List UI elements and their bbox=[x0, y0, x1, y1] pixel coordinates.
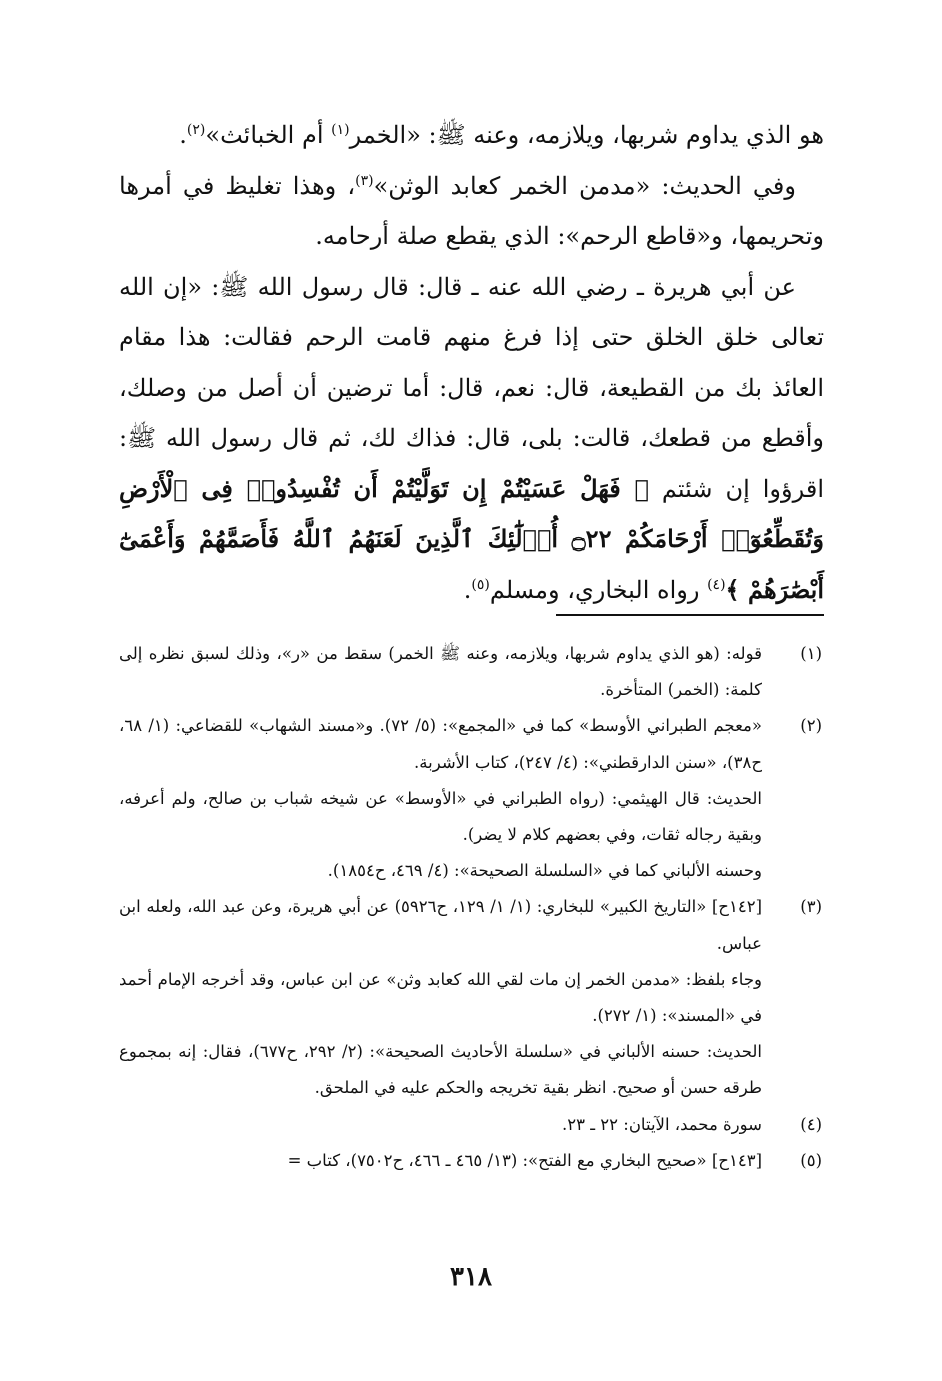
footnote-ref: (١) bbox=[331, 122, 350, 138]
text-segment: رواه البخاري، ومسلم bbox=[489, 575, 708, 604]
footnote-ref: (٥) bbox=[471, 576, 490, 593]
paragraph-1 bbox=[119, 110, 824, 161]
footnote-number: (٣) bbox=[800, 897, 822, 917]
footnote-divider bbox=[556, 614, 824, 616]
text-segment: هو الذي يداوم شربها، ويلازمه، وعنه ﷺ: «الخمر bbox=[349, 121, 824, 149]
footnote-3 bbox=[119, 889, 824, 1106]
footnote-2 bbox=[119, 708, 824, 889]
footnote-ref: (٣) bbox=[355, 172, 374, 189]
footnote-number: (١) bbox=[800, 644, 822, 663]
footnotes bbox=[119, 636, 824, 1179]
text-segment: أم الخبائث» bbox=[205, 121, 332, 149]
footnote-text: «معجم الطبراني الأوسط» كما في «المجمع»: (٥/ ٧٢). و«مسند الشهاب» للقضاعي: (١/ ٦٨، ح٣٨)، «سنن الدارقطني»: (٤/ ٢٤٧)، كتاب الأشربة. bbox=[119, 716, 762, 772]
footnote-text: وحسنه الألباني كما في «السلسلة الصحيحة»: (٤/ ٤٦٩، ح١٨٥٤). bbox=[327, 861, 762, 881]
text-segment: ، وهذا تغليظ في أمرها وتحريمها، و«قاطع الرحم»: الذي يقطع صلة أرحامه. bbox=[119, 171, 824, 250]
footnote-1 bbox=[119, 636, 824, 708]
text-segment: وفي الحديث: «مدمن الخمر كعابد الوثن» bbox=[373, 171, 796, 200]
main-text bbox=[119, 110, 824, 615]
paragraph-3 bbox=[119, 262, 824, 616]
footnote-text: الحديث: قال الهيثمي: (رواه الطبراني في «الأوسط» عن شيخه شباب بن صالح، ولم أعرفه، وبقية رجاله ثقات، وفي بعضهم كلام لا يضر). bbox=[119, 788, 762, 845]
footnote-4 bbox=[119, 1107, 824, 1143]
footnote-text: سورة محمد، الآيتان: ٢٢ ـ ٢٣. bbox=[561, 1114, 762, 1134]
footnote-5 bbox=[119, 1143, 824, 1179]
text-segment: . bbox=[463, 575, 472, 604]
footnote-number: (٢) bbox=[800, 716, 822, 736]
paragraph-2 bbox=[119, 161, 824, 262]
footnote-text: وجاء بلفظ: «مدمن الخمر إن مات لقي الله كعابد وثن» عن ابن عباس، وقد أخرجه الإمام أحمد في «المسند»: (١/ ٢٧٢). bbox=[119, 969, 762, 1026]
footnote-text: قوله: (هو الذي يداوم شربها، ويلازمه، وعنه ﷺ الخمر) سقط من «ر»، وذلك لسبق نظره إلى كلمة: (الخمر) المتأخرة. bbox=[119, 644, 762, 700]
page-number: ٣١٨ bbox=[450, 1262, 492, 1292]
text-segment: . bbox=[179, 121, 187, 149]
footnote-number: (٥) bbox=[800, 1150, 822, 1170]
quran-verse: ﴿ فَهَلْ عَسَيْتُمْ إِن تَوَلَّيْتُمْ أَن تُفْسِدُوا۟ فِى ٱلْأَرْضِ وَتُقَطِّعُوٓا۟ أَرْحَامَكُمْ ۝٢٢ أُو۟لَٰٓئِكَ ٱلَّذِينَ لَعَنَهُمُ ٱللَّهُ فَأَصَمَّهُمْ وَأَعْمَىٰٓ أَبْصَٰرَهُمْ ﴾ bbox=[119, 473, 824, 604]
footnote-text: الحديث: حسنه الألباني في «سلسلة الأحاديث الصحيحة»: (٢/ ٢٩٢، ح٦٧٧)، فقال: إنه بمجموع طرقه حسن أو صحيح. انظر بقية تخريجه والحكم عليه في الملحق. bbox=[119, 1042, 762, 1098]
footnote-number: (٤) bbox=[800, 1114, 822, 1134]
footnote-text: [١٤٣ح] «صحيح البخاري مع الفتح»: (١٣/ ٤٦٥ ـ ٤٦٦، ح٧٥٠٢)، كتاب = bbox=[287, 1150, 762, 1170]
text-segment: عن أبي هريرة ـ رضي الله عنه ـ قال: قال رسول الله ﷺ: «إن الله تعالى خلق الخلق حتى إذا فرغ منهم قامت الرحم فقالت: هذا مقام العائذ بك من القطيعة، قال: نعم، قال: أما ترضين أن أصل من وصلك، وأقطع من قطعك، قالت: بلى، قال: فذاك لك، ثم قال رسول الله ﷺ: اقرؤوا إن شئتم bbox=[119, 272, 824, 503]
footnote-ref: (٤) bbox=[707, 576, 726, 593]
footnote-ref: (٢) bbox=[186, 122, 206, 138]
footnote-text: [١٤٢ح] «التاريخ الكبير» للبخاري: (١/ ١/ ١٢٩، ح٥٩٢٦) عن أبي هريرة، وعن عبد الله، ولعله ابن عباس. bbox=[119, 897, 762, 953]
